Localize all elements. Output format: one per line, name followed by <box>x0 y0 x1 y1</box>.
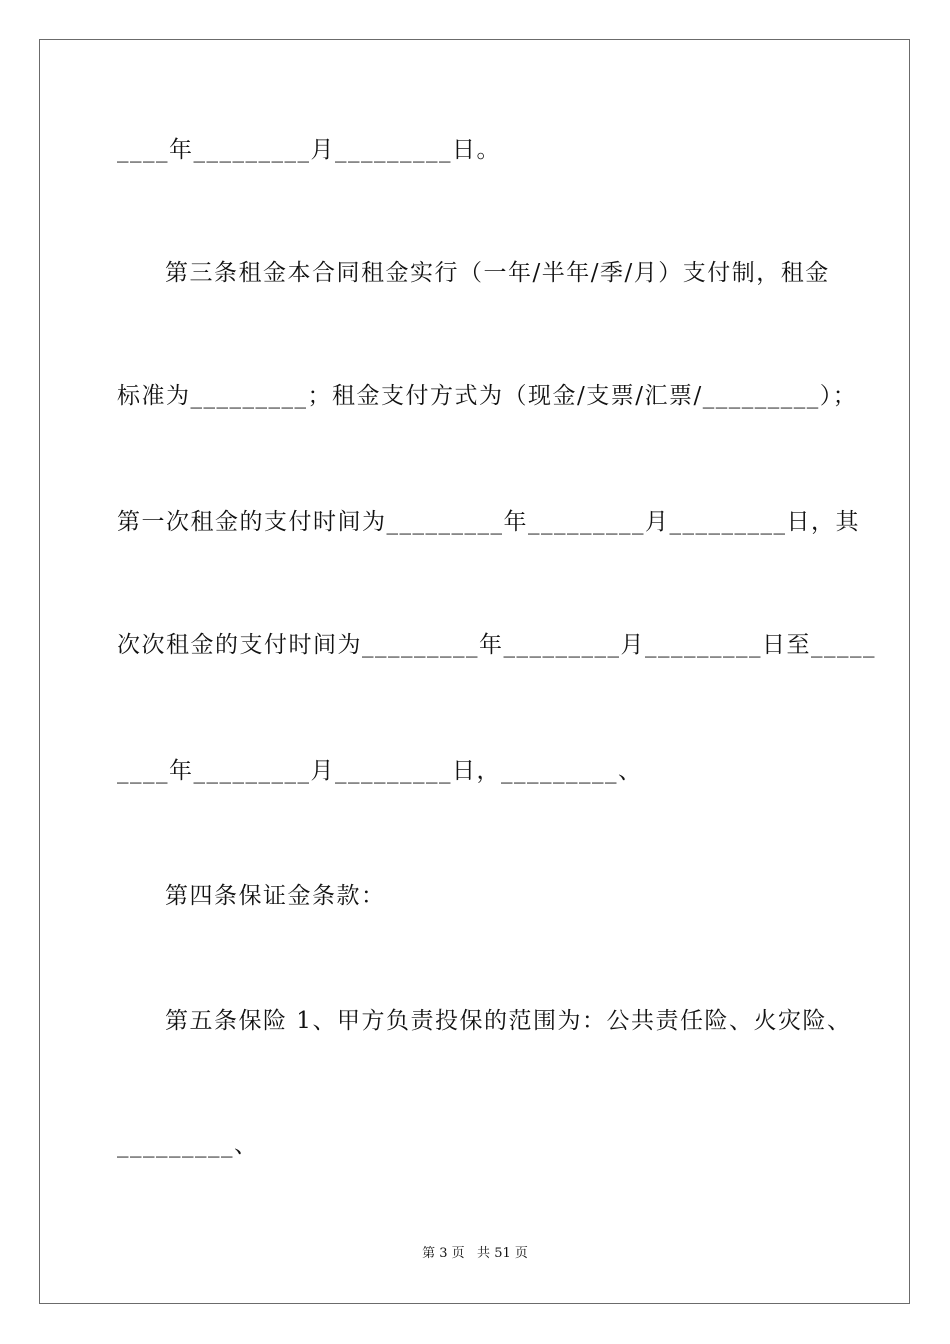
article-5-insurance-heading: 第五条保险 1、甲方负责投保的范围为：公共责任险、火灾险、 <box>165 1008 852 1034</box>
article-4-deposit-heading: 第四条保证金条款： <box>165 883 386 909</box>
text-line-insurance-blank: _________、 <box>117 1132 259 1158</box>
page-frame <box>39 39 910 1304</box>
text-line-first-payment: 第一次租金的支付时间为_________年_________月_________日，其 <box>117 509 860 535</box>
text-line-subsequent-payment: 次次租金的支付时间为_________年_________月_________日至_____ <box>117 632 876 658</box>
text-line-rent-standard: 标准为_________；租金支付方式为（现金/支票/汇票/_________）； <box>117 383 858 409</box>
page-footer: 第 3 页 共 51 页 <box>422 1246 528 1261</box>
article-3-rent-heading: 第三条租金本合同租金实行（一年/半年/季/月）支付制，租金 <box>165 260 830 286</box>
text-line-subsequent-payment-end: ____年_________月_________日，_________、 <box>117 758 643 784</box>
text-line-date-end: ____年_________月_________日。 <box>117 137 501 163</box>
